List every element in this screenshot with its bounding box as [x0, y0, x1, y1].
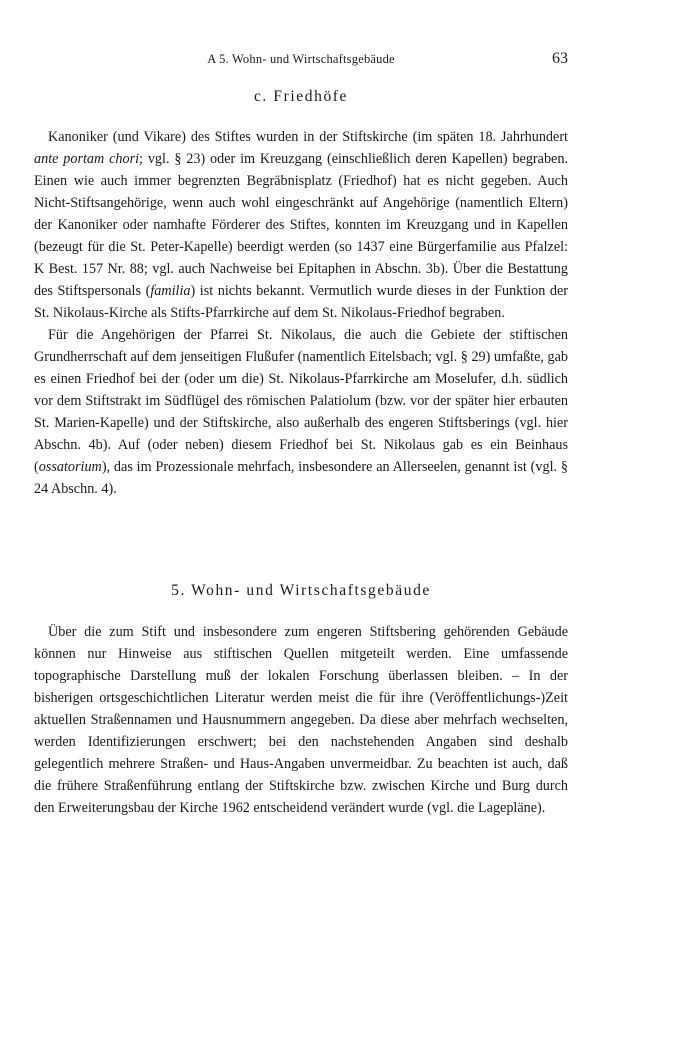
latin-term: ante portam chori	[34, 151, 140, 167]
paragraph: Über die zum Stift und insbesondere zum engeren Stiftsbering gehörenden Gebäude können nur Hinweise aus stiftischen Quellen mitgeteilt werden. Eine umfassende topographische Darstellung muß der lokalen Forschung überlassen bleiben. – In der bisherigen ortsgeschichtlichen Literatur werden meist die für ihre (Veröffentlichungs-)Zeit aktuellen Straßennamen und Hausnummern angegeben. Da diese aber mehrfach wechselten, werden Identifizierungen erschwert; bei den nachstehenden Angaben sind deshalb gelegentlich mehrere Straßen- und Haus-Angaben unvermeidbar. Zu beachten ist auch, daß die frühere Straßenführung entlang der Stiftskirche bzw. zwischen Kirche und Burg durch den Erweiterungsbau der Kirche 1962 entscheidend verändert wurde (vgl. die Lagepläne).	[34, 624, 568, 816]
running-head	[34, 50, 568, 70]
paragraph: Kanoniker (und Vikare) des Stiftes wurden in der Stiftskirche (im späten 18. Jahrhundert ante portam chori; vgl. § 23) oder im Kreuzgang (einschließlich deren Kapellen) begraben. Einen wie auch immer begrenzten Begräbnisplatz (Friedhof) hat es nicht gegeben. Auch Nicht-Stiftsangehörige, wenn auch wohl eingeschränkt auf Angehörige (namentlich Eltern) der Kanoniker oder namhafte Förderer des Stiftes, konnten im Kreuzgang und in Kapellen (bezeugt für die St. Peter-Kapelle) beerdigt werden (so 1437 eine Bürgerfamilie aus Pfalzel: K Best. 157 Nr. 88; vgl. auch Nachweise bei Epitaphen in Abschn. 3b). Über die Bestattung des Stiftspersonals (familia) ist nichts bekannt. Vermutlich wurde dieses in der Funktion der St. Nikolaus-Kirche als Stifts-Pfarrkirche auf dem St. Nikolaus-Friedhof begraben.	[34, 129, 568, 321]
section-body-wohn-und-wirtschaftsgebaeude	[34, 621, 568, 819]
running-title: A 5. Wohn- und Wirtschaftsgebäude	[207, 52, 395, 66]
paragraph: Für die Angehörigen der Pfarrei St. Nikolaus, die auch die Gebiete der stiftischen Grundherrschaft auf dem jenseitigen Flußufer (namentlich Eitelsbach; vgl. § 29) umfaßte, gab es einen Friedhof bei der (oder um die) St. Nikolaus-Pfarrkirche am Moselufer, d.h. südlich vor dem Stiftstrakt im Südflügel des römischen Palatiolum (bzw. vor der später hier erbauten St. Marien-Kapelle) und der Stiftskirche, also außerhalb des engeren Stiftsberings (vgl. hier Abschn. 4b). Auf (oder neben) diesem Friedhof bei St. Nikolaus gab es ein Beinhaus (ossatorium), das im Prozessionale mehrfach, insbesondere an Allerseelen, genannt ist (vgl. § 24 Abschn. 4).	[34, 327, 568, 497]
page-number: 63	[552, 50, 568, 67]
latin-term: ossatorium	[38, 459, 102, 475]
latin-term: familia	[150, 283, 191, 299]
section-heading-friedhoefe: c. Friedhöfe	[253, 88, 349, 105]
section-heading-wohn-und-wirtschaftsgebaeude: 5. Wohn- und Wirtschaftsgebäude	[171, 582, 431, 599]
section-body-friedhoefe	[34, 126, 568, 500]
